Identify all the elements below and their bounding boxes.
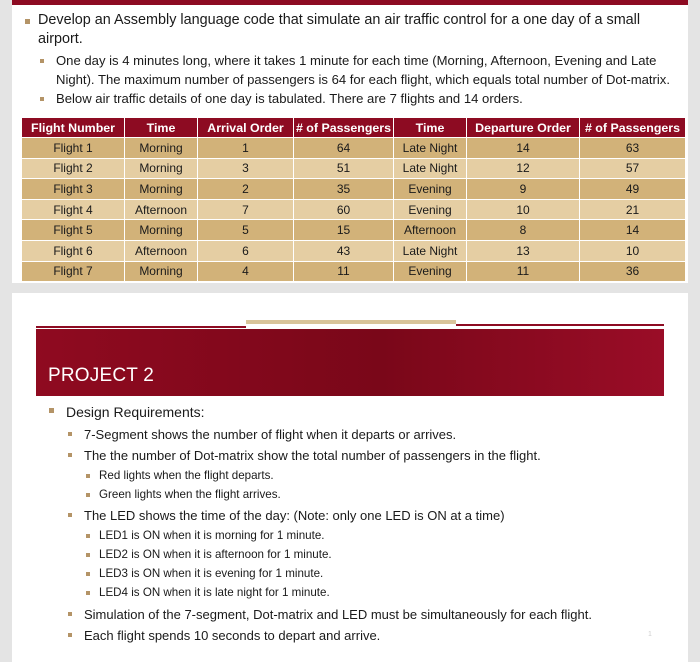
cell: Late Night bbox=[394, 240, 467, 261]
req-simulation: Simulation of the 7-segment, Dot-matrix and LED must be simultaneously for each flight. bbox=[84, 607, 592, 622]
air-traffic-table bbox=[21, 117, 686, 282]
cell: Morning bbox=[125, 179, 198, 200]
bullet-square-icon bbox=[86, 591, 90, 595]
table-row bbox=[22, 138, 686, 159]
decorative-line-left bbox=[36, 326, 246, 328]
bullet-square-icon bbox=[40, 97, 44, 101]
bullet-square-icon bbox=[68, 432, 72, 436]
bullet-square-icon bbox=[86, 572, 90, 576]
decorative-line-center bbox=[246, 320, 456, 324]
bullet-square-icon bbox=[86, 553, 90, 557]
cell: Evening bbox=[394, 179, 467, 200]
cell: 57 bbox=[580, 158, 686, 179]
cell: Morning bbox=[125, 261, 198, 282]
bullet-square-icon bbox=[68, 612, 72, 616]
cell: Flight 5 bbox=[22, 220, 125, 241]
cell: 51 bbox=[294, 158, 394, 179]
cell: 3 bbox=[198, 158, 294, 179]
cell: 21 bbox=[580, 199, 686, 220]
bullet-square-icon bbox=[49, 408, 54, 413]
table-row bbox=[22, 220, 686, 241]
cell: Evening bbox=[394, 199, 467, 220]
bullet-square-icon bbox=[86, 534, 90, 538]
cell: Flight 6 bbox=[22, 240, 125, 261]
cell: Afternoon bbox=[394, 220, 467, 241]
bullet-square-icon bbox=[86, 474, 90, 478]
header-departure-passengers: # of Passengers bbox=[580, 118, 686, 138]
cell: Late Night bbox=[394, 138, 467, 159]
cell: 5 bbox=[198, 220, 294, 241]
header-arrival-time: Time bbox=[125, 118, 198, 138]
cell: 13 bbox=[467, 240, 580, 261]
cell: 8 bbox=[467, 220, 580, 241]
cell: Afternoon bbox=[125, 240, 198, 261]
slide-top-bar bbox=[12, 0, 688, 5]
cell: 63 bbox=[580, 138, 686, 159]
cell: 6 bbox=[198, 240, 294, 261]
table-row bbox=[22, 199, 686, 220]
cell: Morning bbox=[125, 138, 198, 159]
cell: Flight 1 bbox=[22, 138, 125, 159]
cell: 36 bbox=[580, 261, 686, 282]
cell: 1 bbox=[198, 138, 294, 159]
req-7segment: 7-Segment shows the number of flight when it departs or arrives. bbox=[84, 427, 457, 442]
cell: 2 bbox=[198, 179, 294, 200]
bullet-square-icon bbox=[68, 633, 72, 637]
decorative-line-right bbox=[456, 324, 664, 326]
cell: Late Night bbox=[394, 158, 467, 179]
cell: Evening bbox=[394, 261, 467, 282]
cell: 4 bbox=[198, 261, 294, 282]
cell: 64 bbox=[294, 138, 394, 159]
cell: Flight 3 bbox=[22, 179, 125, 200]
cell: 9 bbox=[467, 179, 580, 200]
cell: 15 bbox=[294, 220, 394, 241]
bullet-square-icon bbox=[40, 59, 44, 63]
bullet-square-icon bbox=[68, 453, 72, 457]
header-departure-time: Time bbox=[394, 118, 467, 138]
cell: Flight 4 bbox=[22, 199, 125, 220]
slide-2 bbox=[12, 293, 688, 662]
bullet-square-icon bbox=[86, 493, 90, 497]
table-row bbox=[22, 261, 686, 282]
bullet-day-length: One day is 4 minutes long, where it takes 1 minute for each time (Morning, Afternoon, Evening and Late Night). The maximum number of passengers is 64 for each flight, which equals total number of Dot-matrix. bbox=[56, 53, 670, 87]
header-flight-number: Flight Number bbox=[22, 118, 125, 138]
cell: 35 bbox=[294, 179, 394, 200]
slide-1 bbox=[12, 0, 688, 283]
design-requirements-heading: Design Requirements: bbox=[66, 404, 205, 420]
header-arrival-order: Arrival Order bbox=[198, 118, 294, 138]
req-led4: LED4 is ON when it is late night for 1 minute. bbox=[99, 586, 330, 599]
cell: 11 bbox=[294, 261, 394, 282]
title-banner bbox=[36, 329, 664, 396]
cell: Morning bbox=[125, 220, 198, 241]
cell: 12 bbox=[467, 158, 580, 179]
table-row bbox=[22, 158, 686, 179]
req-led3: LED3 is ON when it is evening for 1 minute. bbox=[99, 567, 324, 580]
cell: 49 bbox=[580, 179, 686, 200]
intro-paragraph: Develop an Assembly language code that simulate an air traffic control for a one day of a small airport. bbox=[38, 12, 641, 47]
cell: 7 bbox=[198, 199, 294, 220]
req-green-lights: Green lights when the flight arrives. bbox=[99, 488, 281, 501]
req-led2: LED2 is ON when it is afternoon for 1 minute. bbox=[99, 548, 332, 561]
bullet-square-icon bbox=[25, 19, 30, 24]
req-led: The LED shows the time of the day: (Note: only one LED is ON at a time) bbox=[84, 508, 505, 523]
cell: 10 bbox=[580, 240, 686, 261]
cell: 14 bbox=[467, 138, 580, 159]
table-row bbox=[22, 179, 686, 200]
table-row bbox=[22, 240, 686, 261]
cell: 11 bbox=[467, 261, 580, 282]
header-departure-order: Departure Order bbox=[467, 118, 580, 138]
req-dot-matrix: The the number of Dot-matrix show the total number of passengers in the flight. bbox=[84, 448, 541, 463]
req-flight-duration: Each flight spends 10 seconds to depart and arrive. bbox=[84, 628, 381, 643]
bullet-table-intro: Below air traffic details of one day is tabulated. There are 7 flights and 14 orders. bbox=[56, 91, 523, 106]
cell: Flight 7 bbox=[22, 261, 125, 282]
cell: Flight 2 bbox=[22, 158, 125, 179]
page-mark: 1 bbox=[648, 631, 652, 638]
table-header-row bbox=[22, 118, 686, 138]
cell: 60 bbox=[294, 199, 394, 220]
slide-title: PROJECT 2 bbox=[48, 365, 154, 386]
cell: Morning bbox=[125, 158, 198, 179]
bullet-square-icon bbox=[68, 513, 72, 517]
cell: 10 bbox=[467, 199, 580, 220]
req-red-lights: Red lights when the flight departs. bbox=[99, 469, 274, 482]
cell: 43 bbox=[294, 240, 394, 261]
cell: Afternoon bbox=[125, 199, 198, 220]
header-arrival-passengers: # of Passengers bbox=[294, 118, 394, 138]
cell: 14 bbox=[580, 220, 686, 241]
req-led1: LED1 is ON when it is morning for 1 minute. bbox=[99, 529, 325, 542]
